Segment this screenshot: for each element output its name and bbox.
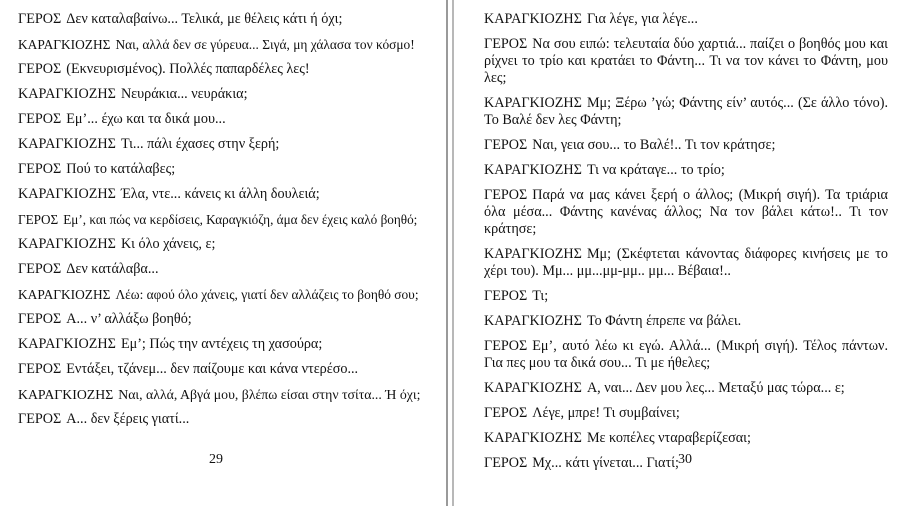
dialogue-text: Έλα, ντε... κάνεις κι άλλη δουλειά; <box>120 186 320 202</box>
speaker-name: ΓΕΡΟΣ <box>18 161 62 177</box>
speaker-name: ΚΑΡΑΓΚΙΟΖΗΣ <box>484 380 582 396</box>
dialogue-text: Δεν κατάλαβα... <box>66 261 159 277</box>
dialogue-line <box>484 405 888 422</box>
dialogue-text: Για λέγε, για λέγε... <box>586 11 698 27</box>
dialogue-text: Α, ναι... Δεν μου λες... Μεταξύ μας τώρα... ε; <box>586 380 845 396</box>
dialogue-text: Τι; <box>532 288 549 304</box>
dialogue-line <box>484 95 888 129</box>
dialogue-line <box>18 186 420 203</box>
speaker-name: ΚΑΡΑΓΚΙΟΖΗΣ <box>18 37 111 52</box>
dialogue-line <box>18 236 420 253</box>
dialogue-line <box>18 261 420 278</box>
dialogue-text: Κι όλο χάνεις, ε; <box>120 236 216 252</box>
dialogue-text: Εμ’; Πώς την αντέχεις τη χασούρα; <box>120 336 323 352</box>
dialogue-line <box>484 338 888 372</box>
dialogue-text: Δεν καταλαβαίνω... Τελικά, με θέλεις κάτι ή όχι; <box>66 11 343 27</box>
speaker-name: ΓΕΡΟΣ <box>484 187 528 203</box>
speaker-name: ΓΕΡΟΣ <box>18 311 62 327</box>
speaker-name: ΚΑΡΑΓΚΙΟΖΗΣ <box>18 287 111 302</box>
speaker-name: ΚΑΡΑΓΚΙΟΖΗΣ <box>18 186 116 202</box>
dialogue-line <box>18 361 420 378</box>
dialogue-line <box>18 286 420 303</box>
dialogue-text: Εμ’, αυτό λέω κι εγώ. Αλλά... (Μικρή σιγή). Τέλος πάντων. Για πες μου τα δικά σου... Τι με ήθελες; <box>484 338 888 371</box>
gutter-line <box>446 0 448 506</box>
dialogue-line <box>484 137 888 154</box>
dialogue-line <box>484 430 888 447</box>
speaker-name: ΓΕΡΟΣ <box>18 212 59 227</box>
speaker-name: ΚΑΡΑΓΚΙΟΖΗΣ <box>484 95 582 111</box>
page-number-left: 29 <box>209 452 223 467</box>
dialogue-line <box>18 311 420 328</box>
dialogue-text: Μμ; (Σκέφτεται κάνοντας διάφορες κινήσεις με το χέρι του). Μμ... μμ...μμ-μμ.. μμ... Βέβαια!.. <box>484 246 888 279</box>
speaker-name: ΓΕΡΟΣ <box>484 137 528 153</box>
dialogue-text: Τι να κράταγε... το τρίο; <box>586 162 725 178</box>
speaker-name: ΓΕΡΟΣ <box>484 36 528 52</box>
gutter-line <box>452 0 454 506</box>
dialogue-line <box>484 36 888 87</box>
page-gutter <box>443 0 458 506</box>
dialogue-text: Μμ; Ξέρω ’γώ; Φάντης είν’ αυτός... (Σε άλλο τόνο). Το Βαλέ δεν λες Φάντη; <box>484 95 888 128</box>
dialogue-text: Εμ’... έχω και τα δικά μου... <box>66 111 226 127</box>
speaker-name: ΚΑΡΑΓΚΙΟΖΗΣ <box>484 246 582 262</box>
dialogue-text: Ναι, αλλά, Αβγά μου, βλέπω είσαι στην τσίτα... Ή όχι; <box>118 387 421 402</box>
dialogue-text: Λέγε, μπρε! Τι συμβαίνει; <box>532 405 680 421</box>
dialogue-line <box>18 11 420 28</box>
dialogue-line <box>18 211 420 228</box>
speaker-name: ΚΑΡΑΓΚΙΟΖΗΣ <box>484 11 582 27</box>
speaker-name: ΓΕΡΟΣ <box>18 61 62 77</box>
dialogue-text: Λέω: αφού όλο χάνεις, γιατί δεν αλλάζεις το βοηθό σου; <box>115 287 419 302</box>
dialogue-line <box>484 11 888 28</box>
right-page <box>458 0 901 506</box>
speaker-name: ΓΕΡΟΣ <box>484 338 528 354</box>
dialogue-line <box>18 411 420 428</box>
dialogue-text: Α... ν’ αλλάξω βοηθό; <box>66 311 192 327</box>
dialogue-text: Με κοπέλες νταραβερίζεσαι; <box>586 430 751 446</box>
speaker-name: ΚΑΡΑΓΚΙΟΖΗΣ <box>18 136 116 152</box>
dialogue-text: (Εκνευρισμένος). Πολλές παπαρδέλες λες! <box>66 61 310 77</box>
speaker-name: ΚΑΡΑΓΚΙΟΖΗΣ <box>484 162 582 178</box>
dialogue-text: Ναι, γεια σου... το Βαλέ!.. Τι τον κράτησε; <box>532 137 776 153</box>
dialogue-line <box>18 36 420 53</box>
speaker-name: ΓΕΡΟΣ <box>18 361 62 377</box>
speaker-name: ΚΑΡΑΓΚΙΟΖΗΣ <box>18 336 116 352</box>
speaker-name: ΚΑΡΑΓΚΙΟΖΗΣ <box>484 430 582 446</box>
dialogue-line <box>18 86 420 103</box>
page-number-right: 30 <box>678 452 692 467</box>
dialogue-text: Α... δεν ξέρεις γιατί... <box>66 411 190 427</box>
dialogue-text: Εμ’, και πώς να κερδίσεις, Καραγκιόζη, άμα δεν έχεις καλό βοηθό; <box>63 212 418 227</box>
speaker-name: ΓΕΡΟΣ <box>484 455 528 471</box>
dialogue-text: Παρά να μας κάνει ξερή ο άλλος; (Μικρή σιγή). Τα τριάρια όλα μέσα... Φάντης κανένας άλλος; Να τον βάλει κάτω!.. Τι τον κράτησε; <box>484 187 888 237</box>
dialogue-line <box>484 246 888 280</box>
speaker-name: ΓΕΡΟΣ <box>18 261 62 277</box>
dialogue-line <box>18 111 420 128</box>
dialogue-text: Εντάξει, τζάνεμ... δεν παίζουμε και κάνα ντερέσο... <box>66 361 359 377</box>
speaker-name: ΚΑΡΑΓΚΙΟΖΗΣ <box>18 86 116 102</box>
dialogue-text: Μχ... κάτι γίνεται... Γιατί; <box>532 455 679 471</box>
speaker-name: ΚΑΡΑΓΚΙΟΖΗΣ <box>484 313 582 329</box>
dialogue-line <box>18 336 420 353</box>
dialogue-text: Ναι, αλλά δεν σε γύρευα... Σιγά, μη χάλασα τον κόσμο! <box>115 37 415 52</box>
dialogue-text: Το Φάντη έπρεπε να βάλει. <box>586 313 742 329</box>
speaker-name: ΓΕΡΟΣ <box>484 405 528 421</box>
dialogue-line <box>484 288 888 305</box>
dialogue-line <box>484 162 888 179</box>
right-page-text <box>484 11 888 480</box>
dialogue-line <box>484 380 888 397</box>
dialogue-line <box>18 136 420 153</box>
dialogue-text: Να σου ειπώ: τελευταία δύο χαρτιά... παίζει ο βοηθός μου και ρίχνει το τρίο και κρατάει το Φάντη... Τι να τον κάνει το Φάντη, μου λες; <box>484 36 888 86</box>
dialogue-line <box>18 161 420 178</box>
left-page <box>0 0 443 506</box>
speaker-name: ΓΕΡΟΣ <box>484 288 528 304</box>
speaker-name: ΚΑΡΑΓΚΙΟΖΗΣ <box>18 387 114 402</box>
dialogue-line <box>484 313 888 330</box>
dialogue-line <box>484 187 888 238</box>
speaker-name: ΓΕΡΟΣ <box>18 111 62 127</box>
dialogue-text: Πού το κατάλαβες; <box>66 161 176 177</box>
speaker-name: ΓΕΡΟΣ <box>18 11 62 27</box>
left-page-text <box>18 11 420 436</box>
dialogue-text: Νευράκια... νευράκια; <box>120 86 248 102</box>
speaker-name: ΚΑΡΑΓΚΙΟΖΗΣ <box>18 236 116 252</box>
dialogue-line <box>18 61 420 78</box>
speaker-name: ΓΕΡΟΣ <box>18 411 62 427</box>
dialogue-line <box>18 386 420 403</box>
dialogue-text: Τι... πάλι έχασες στην ξερή; <box>120 136 280 152</box>
